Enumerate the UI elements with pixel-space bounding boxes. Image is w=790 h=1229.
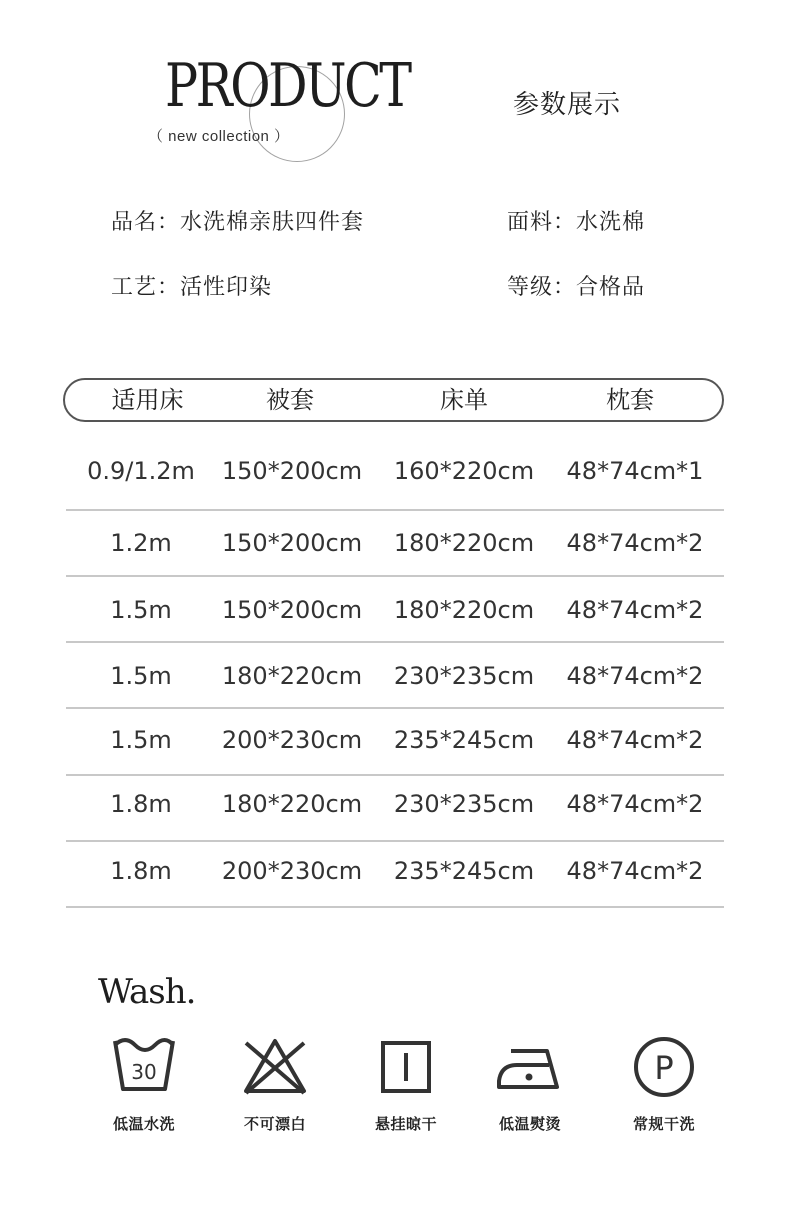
brand-subtitle: （ new collection ） [148, 128, 290, 145]
row-divider [66, 707, 724, 709]
row-divider [66, 840, 724, 842]
cell-bed-sheet: 180*220cm [393, 529, 535, 557]
cell-bed-sheet: 230*235cm [393, 662, 535, 690]
spec-value: 水洗棉亲肤四件套 [180, 210, 365, 235]
row-divider [66, 774, 724, 776]
cell-bed-sheet: 235*245cm [393, 857, 535, 885]
wash-title: Wash. [98, 972, 196, 1012]
cell-bed-sheet: 160*220cm [393, 457, 535, 485]
care-label: 常规干洗 [632, 1115, 695, 1133]
cell-bed-size: 0.9/1.2m [87, 457, 195, 485]
cell-pillowcase: 48*74cm*2 [566, 596, 704, 624]
cell-bed-size: 1.8m [110, 790, 172, 818]
cell-duvet-cover: 150*200cm [221, 529, 363, 557]
cell-bed-sheet: 180*220cm [393, 596, 535, 624]
iron-low-icon [495, 1035, 565, 1097]
page-title: 参数展示 [513, 90, 622, 120]
spec-grade [507, 270, 645, 301]
spec-product-name [111, 205, 364, 236]
wash-30-icon [109, 1035, 179, 1097]
spec-value: 合格品 [576, 275, 646, 300]
wash-temp-text: 30 [131, 1060, 157, 1084]
cell-duvet-cover: 200*230cm [221, 857, 363, 885]
spec-fabric [507, 205, 645, 236]
cell-duvet-cover: 180*220cm [221, 662, 363, 690]
cell-bed-sheet: 235*245cm [393, 726, 535, 754]
row-divider [66, 906, 724, 908]
cell-bed-size: 1.5m [110, 596, 172, 624]
cell-duvet-cover: 200*230cm [221, 726, 363, 754]
care-label: 低温水洗 [112, 1115, 175, 1133]
spec-craft [111, 270, 272, 301]
cell-duvet-cover: 180*220cm [221, 790, 363, 818]
spec-key: 等级： [507, 275, 577, 300]
cell-duvet-cover: 150*200cm [221, 457, 363, 485]
care-item-dry-clean [604, 1035, 724, 1134]
spec-key: 工艺： [111, 275, 181, 300]
cell-pillowcase: 48*74cm*2 [566, 529, 704, 557]
spec-value: 活性印染 [180, 275, 273, 300]
cell-bed-size: 1.8m [110, 857, 172, 885]
cell-pillowcase: 48*74cm*2 [566, 662, 704, 690]
cell-pillowcase: 48*74cm*2 [566, 790, 704, 818]
cell-pillowcase: 48*74cm*2 [566, 857, 704, 885]
size-table-header [63, 378, 724, 422]
spec-value: 水洗棉 [576, 210, 646, 235]
care-label: 不可漂白 [243, 1115, 306, 1133]
cell-bed-sheet: 230*235cm [393, 790, 535, 818]
row-divider [66, 509, 724, 511]
no-bleach-icon [240, 1035, 310, 1097]
row-divider [66, 575, 724, 577]
header-bed-sheet: 床单 [440, 386, 488, 414]
dry-clean-letter: P [654, 1049, 674, 1087]
spec-key: 品名： [111, 210, 181, 235]
cell-duvet-cover: 150*200cm [221, 596, 363, 624]
header-duvet-cover: 被套 [266, 386, 314, 414]
cell-bed-size: 1.5m [110, 726, 172, 754]
brand-wordmark: PRODUCT [165, 51, 410, 121]
cell-pillowcase: 48*74cm*2 [566, 726, 704, 754]
dry-clean-p-icon [629, 1035, 699, 1097]
header-bed-size: 适用床 [111, 386, 184, 414]
care-item-hang-dry [346, 1035, 466, 1134]
cell-bed-size: 1.5m [110, 662, 172, 690]
care-label: 低温熨烫 [498, 1115, 561, 1133]
care-item-no-bleach [215, 1035, 335, 1134]
row-divider [66, 641, 724, 643]
spec-key: 面料： [507, 210, 577, 235]
cell-pillowcase: 48*74cm*1 [566, 457, 704, 485]
care-item-low-temp-iron [470, 1035, 590, 1134]
care-item-low-temp-wash [84, 1035, 204, 1134]
care-label: 悬挂晾干 [374, 1115, 437, 1133]
cell-bed-size: 1.2m [110, 529, 172, 557]
hang-dry-icon [371, 1035, 441, 1097]
header-pillowcase: 枕套 [606, 386, 654, 414]
